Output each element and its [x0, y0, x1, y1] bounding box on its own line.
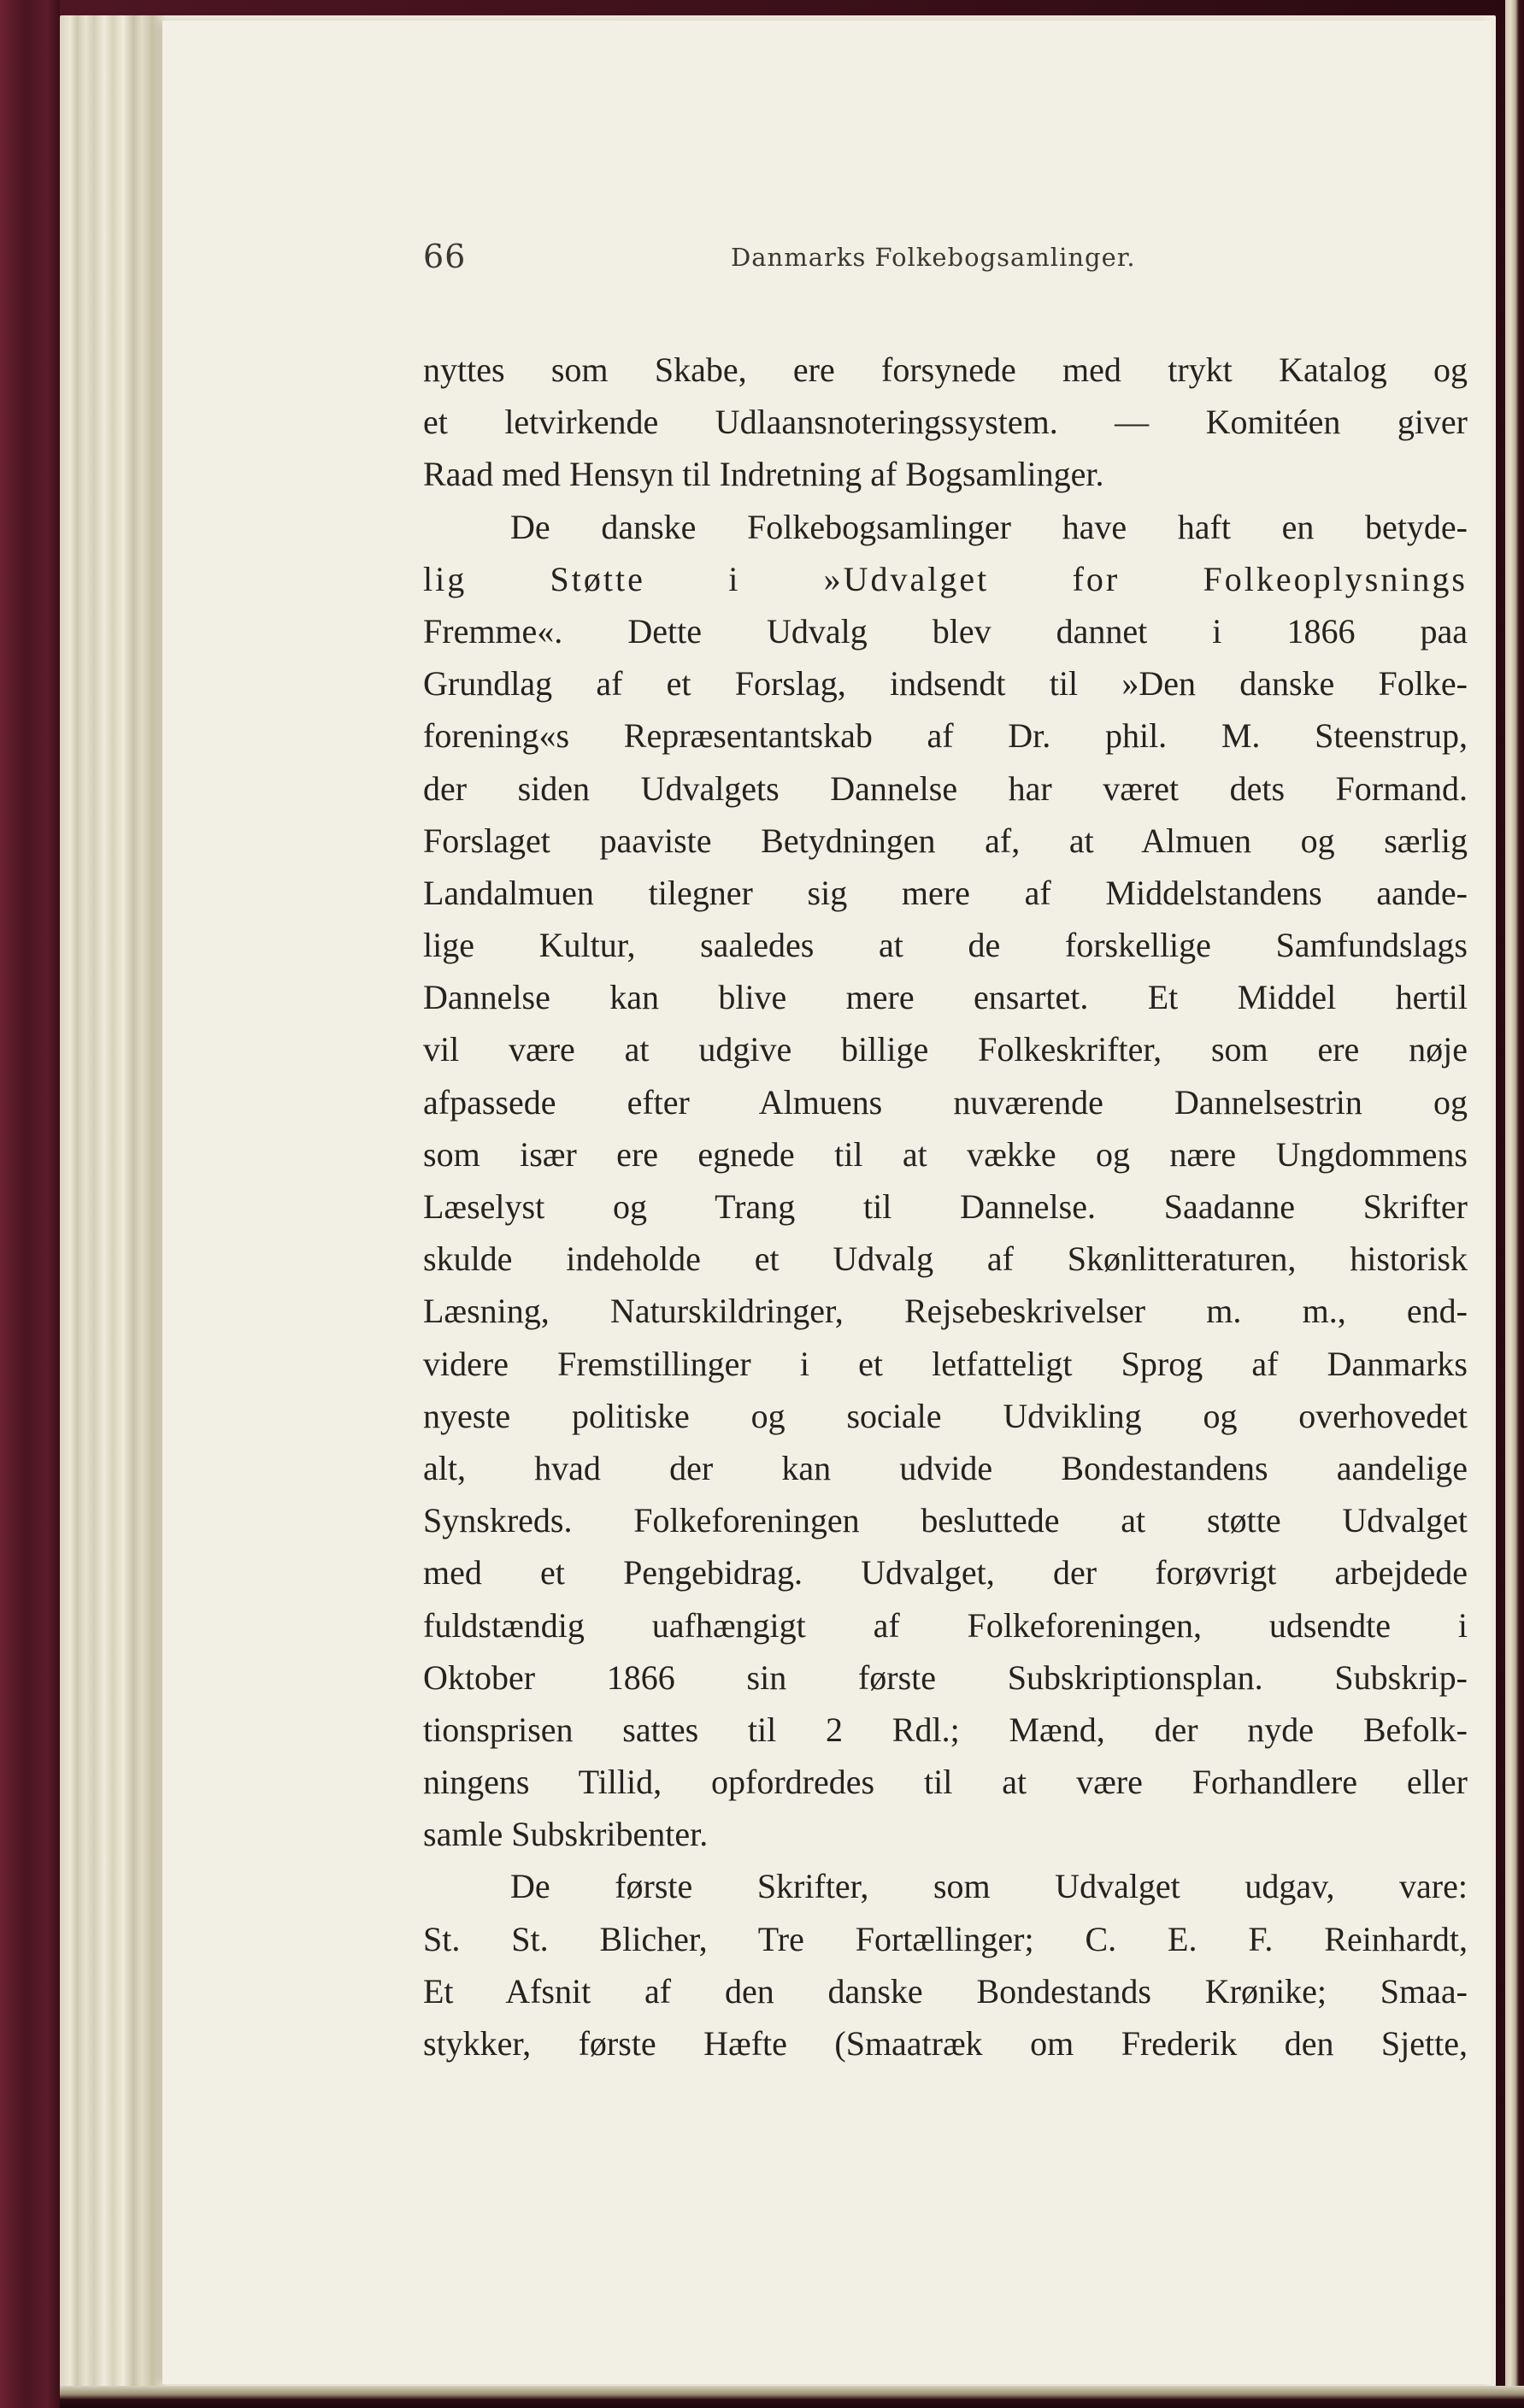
text-line: vil være at udgive billige Folkeskrifter, som ere nøje	[423, 1030, 1468, 1069]
text-line: Grundlag af et Forslag, indsendt til »Den danske Folke-	[423, 664, 1468, 704]
text-line: alt, hvad der kan udvide Bondestandens aandelige	[423, 1448, 1468, 1487]
text-line: lig Støtte i »Udvalget for Folkeoplysnings	[423, 559, 1468, 598]
text-line: Fremme«. Dette Udvalg blev dannet i 1866 paa	[423, 611, 1468, 651]
text-line: Et Afsnit af den danske Bondestands Krønike; Smaa-	[423, 1971, 1468, 2011]
page-number: 66	[423, 238, 467, 275]
text-line: Synskreds. Folkeforeningen besluttede at støtte Udvalget	[423, 1501, 1468, 1540]
text-line: Forslaget paaviste Betydningen af, at Almuen og særlig	[423, 821, 1468, 860]
book-cover-edge	[0, 0, 60, 2408]
text-line: nyeste politiske og sociale Udvikling og overhovedet	[423, 1396, 1468, 1435]
right-page-edge	[1505, 0, 1524, 2408]
text-line: fuldstændig uafhængigt af Folkeforeningen, udsendte i	[423, 1605, 1468, 1645]
text-line: afpassede efter Almuens nuværende Dannelsestrin og	[423, 1082, 1468, 1122]
text-line: ningens Tillid, opfordredes til at være Forhandlere eller	[423, 1763, 1468, 1802]
paragraph-first-line: De første Skrifter, som Udvalget udgav, vare:	[510, 1867, 1468, 1906]
text-line: videre Fremstillinger i et letfatteligt Sprog af Danmarks	[423, 1344, 1468, 1383]
text-line: St. St. Blicher, Tre Fortællinger; C. E. F. Reinhardt,	[423, 1919, 1468, 1958]
text-line: lige Kultur, saaledes at de forskellige Samfundslags	[423, 926, 1468, 965]
text-line: tionsprisen sattes til 2 Rdl.; Mænd, der nyde Befolk-	[423, 1710, 1468, 1749]
bottom-page-edge	[60, 2386, 1524, 2408]
page-header	[423, 238, 1312, 289]
text-line: med et Pengebidrag. Udvalget, der forøvrigt arbejdede	[423, 1553, 1468, 1593]
text-line: nyttes som Skabe, ere forsynede med trykt Katalog og	[423, 350, 1468, 389]
text-line: Dannelse kan blive mere ensartet. Et Middel hertil	[423, 978, 1468, 1017]
text-line: Læsning, Naturskildringer, Rejsebeskrivelser m. m., end-	[423, 1292, 1468, 1331]
paragraph-first-line: De danske Folkebogsamlinger have haft en betyde-	[510, 507, 1468, 546]
text-line: der siden Udvalgets Dannelse har været dets Formand.	[423, 768, 1468, 808]
text-line: Raad med Hensyn til Indretning af Bogsamlinger.	[423, 455, 1104, 494]
text-line: skulde indeholde et Udvalg af Skønlitteraturen, historisk	[423, 1239, 1468, 1279]
text-line: stykker, første Hæfte (Smaatræk om Frederik den Sjette,	[423, 2024, 1468, 2063]
text-line: Landalmuen tilegner sig mere af Middelstandens aande-	[423, 873, 1468, 912]
text-line: Læselyst og Trang til Dannelse. Saadanne Skrifter	[423, 1187, 1468, 1226]
text-line: samle Subskribenter.	[423, 1815, 709, 1854]
text-line: Oktober 1866 sin første Subskriptionsplan. Subskrip-	[423, 1657, 1468, 1697]
text-line: forening«s Repræsentantskab af Dr. phil. M. Steenstrup,	[423, 716, 1468, 756]
text-line: som især ere egnede til at vække og nære Ungdommens	[423, 1134, 1468, 1174]
body-text	[423, 344, 1468, 2069]
running-head: Danmarks Folkebogsamlinger.	[731, 243, 1136, 272]
text-line: et letvirkende Udlaansnoteringssystem. — Komitéen giver	[423, 403, 1468, 442]
